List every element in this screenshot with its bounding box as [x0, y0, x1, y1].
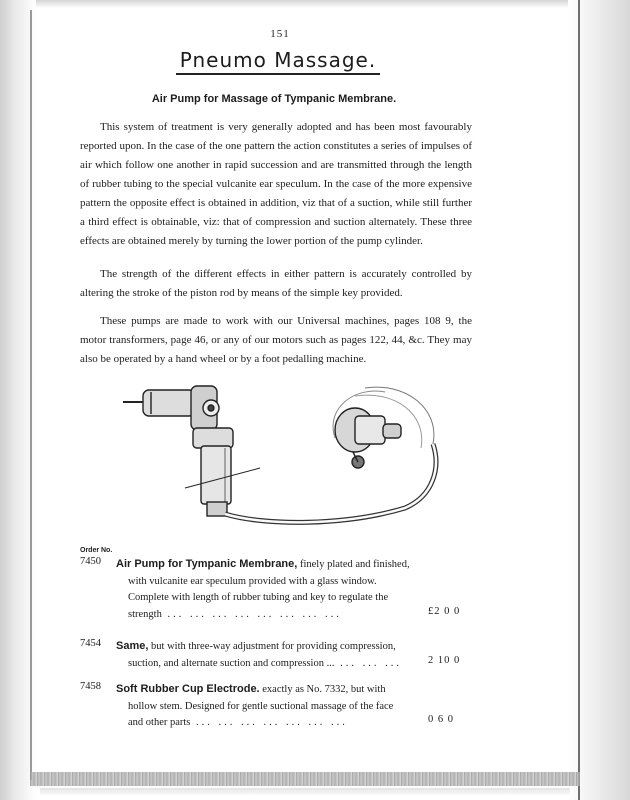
product-detail-line: [116, 715, 422, 732]
product-name: Air Pump for Tympanic Membrane,: [116, 558, 298, 570]
product-detail-end: strength: [128, 608, 162, 620]
product-detail-line: hollow stem. Designed for gentle suctional massage of the face: [128, 700, 394, 712]
scan-left-edge: [0, 0, 36, 800]
order-number: 7458: [80, 681, 101, 692]
product-name: Same,: [116, 640, 149, 652]
order-number: 7450: [80, 556, 101, 567]
page-number: 151: [270, 28, 290, 40]
dot-leaders: ... ... ... ... ... ... ...: [190, 717, 348, 728]
page-subtitle: Air Pump for Massage of Tympanic Membrane.: [151, 93, 397, 105]
scan-right-edge: [568, 0, 630, 800]
product-detail: but with three-way adjustment for providing compression,: [148, 641, 396, 652]
scan-bottom-shadow: [40, 788, 570, 796]
product-detail-line: [116, 656, 422, 673]
air-pump-illustration: [115, 368, 445, 533]
scan-top-edge: [36, 0, 568, 8]
product-detail-end: and other parts: [128, 717, 191, 728]
product-detail: finely plated and finished,: [297, 559, 410, 570]
order-description: [116, 681, 422, 732]
product-price: 0 6 0: [428, 714, 454, 725]
paragraph-system: This system of treatment is very generally adopted and has been most favourably reported upon. In the case of the one pattern the action constitutes a series of impulses of air which follow one another in rapid succession and are transmitted through the length of rubber tubing to the special vulcanite ear speculum. In the case of the more expensive pattern the opposite effect is obtained in addition, viz that of a suction, while still further a third effect is obtainable, viz: that of compression and suction alternately. These three effects are obtained merely by turning the lower portion of the pump cylinder.: [80, 121, 472, 247]
scan-bottom-edge: [30, 772, 580, 786]
paragraph-compatibility: These pumps are made to work with our Universal machines, pages 108 9, the motor transformers, page 46, or any of our motors such as pages 122, 44, &c. They may also be operated by a hand wheel or by a foot pedalling machine.: [80, 315, 472, 365]
product-price: 2 10 0: [428, 654, 461, 666]
product-detail-line: Complete with length of rubber tubing and key to regulate the: [128, 592, 389, 603]
paragraph-strength: The strength of the different effects in either pattern is accurately controlled by altering the stroke of the piston rod by means of the simple key provided.: [80, 268, 472, 299]
page-title: Pneumo Massage.: [176, 48, 380, 75]
product-detail: exactly as No. 7332, but with: [259, 684, 386, 695]
dot-leaders: ... ... ...: [334, 657, 402, 669]
product-detail-end: suction, and alternate suction and compression ...: [128, 657, 335, 669]
dot-leaders: ... ... ... ... ... ... ... ...: [161, 608, 342, 620]
product-detail-line: with vulcanite ear speculum provided with a glass window.: [128, 575, 377, 587]
order-number: 7454: [80, 638, 101, 649]
order-heading: Order No.: [80, 547, 113, 554]
product-price: £2 0 0: [428, 605, 461, 617]
order-description: [116, 556, 422, 623]
product-name: Soft Rubber Cup Electrode.: [116, 683, 260, 695]
title-wrap: [0, 48, 556, 75]
order-description: [116, 638, 422, 672]
product-detail-line: [116, 607, 422, 624]
